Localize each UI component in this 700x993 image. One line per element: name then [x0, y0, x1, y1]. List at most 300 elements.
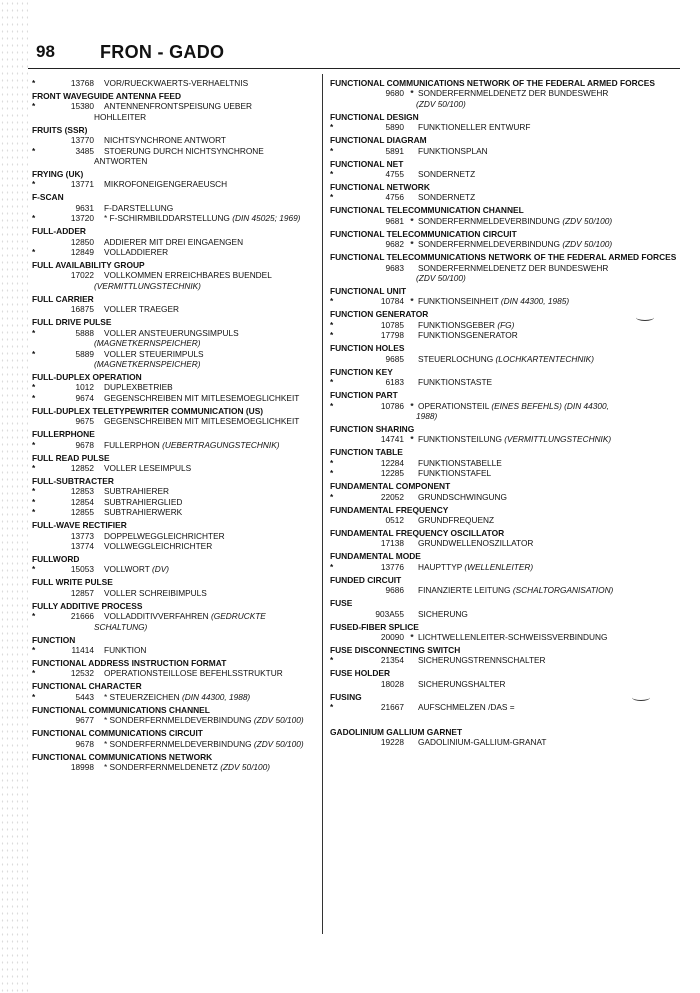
star-marker: * [32, 247, 36, 258]
domain-note: (LOCHKARTENTECHNIK) [495, 353, 594, 364]
dictionary-entry [330, 229, 678, 250]
star-marker: * [330, 377, 334, 388]
translation-row [330, 492, 678, 502]
translation-continuation [330, 273, 678, 283]
entry-number: 21354 [380, 655, 404, 666]
translation-row [330, 679, 678, 689]
star-marker [32, 715, 56, 725]
entry-number: 13776 [380, 561, 404, 572]
translation-row [32, 588, 318, 598]
german-translation [104, 588, 318, 598]
mid-star [406, 146, 418, 156]
domain-note: (DIN 44300, 1985) [500, 296, 570, 307]
german-translation [418, 679, 678, 689]
translation-row [32, 328, 318, 338]
entry-term: FUSED-FIBER SPLICE [330, 621, 419, 632]
mid-star: * [104, 691, 108, 702]
translation-row [32, 668, 318, 678]
star-marker: * [32, 145, 36, 156]
translation-text: STEUERZEICHEN [109, 691, 180, 702]
german-translation [418, 458, 678, 468]
dictionary-entry [32, 169, 318, 190]
entry-number: 16875 [70, 304, 94, 315]
translation-row [330, 88, 678, 98]
dictionary-entry [330, 309, 678, 340]
translation-text: ANTWORTEN [94, 156, 148, 167]
translation-row [330, 585, 678, 595]
mid-star [406, 655, 418, 665]
translation-row [32, 531, 318, 541]
entry-number: 18028 [380, 678, 404, 689]
mid-star [406, 468, 418, 478]
dictionary-entry [330, 505, 678, 526]
translation-text: FUNKTIONSTEILUNG [418, 434, 502, 445]
mid-star [406, 330, 418, 340]
entry-term: FUNCTIONAL COMMUNICATIONS CHANNEL [32, 704, 210, 715]
star-marker: * [32, 645, 36, 655]
star-marker [32, 304, 56, 314]
domain-note: 1988) [416, 410, 438, 421]
dictionary-entry [32, 635, 318, 656]
star-marker [330, 632, 354, 642]
header-rule [28, 68, 680, 69]
star-marker [330, 434, 354, 444]
dictionary-entry [330, 182, 678, 203]
entry-term: FUNCTIONAL ADDRESS INSTRUCTION FORMAT [32, 658, 227, 668]
star-marker [330, 239, 354, 249]
entry-number: 22052 [380, 491, 404, 502]
german-translation [104, 393, 318, 403]
german-translation [418, 320, 678, 330]
translation-text: OPERATIONSTEILLOSE BEFEHLSSTRUKTUR [104, 668, 283, 679]
translation-row [330, 737, 678, 747]
entry-number: 14741 [380, 434, 404, 445]
translation-row [32, 213, 318, 223]
dictionary-entry [32, 429, 318, 450]
translation-text: SONDERFERNMELDENETZ [109, 762, 218, 773]
entry-number: 3485 [75, 145, 94, 156]
entry-number: 1012 [75, 382, 94, 393]
mid-star [406, 492, 418, 502]
domain-note: (ZDV 50/100) [416, 273, 466, 284]
entry-number: 17798 [380, 330, 404, 341]
translation-row [32, 463, 318, 473]
entry-term: FULL-WAVE RECTIFIER [32, 520, 127, 531]
translation-text: FUNKTIONSEINHEIT [418, 296, 499, 307]
translation-text: FULLERPHON [104, 439, 160, 450]
entry-number: 12854 [70, 496, 94, 507]
dictionary-entry [330, 367, 678, 388]
mid-star [406, 122, 418, 132]
german-translation [104, 463, 318, 473]
star-marker [330, 609, 354, 619]
star-marker: * [330, 319, 334, 330]
entry-term: FULL WRITE PULSE [32, 577, 113, 588]
german-translation [104, 328, 318, 338]
translation-row [330, 192, 678, 202]
domain-note: (ZDV 50/100) [253, 738, 304, 749]
translation-continuation [330, 99, 678, 109]
translation-text: DUPLEXBETRIEB [104, 382, 173, 393]
german-translation [418, 401, 678, 411]
dictionary-entry [330, 447, 678, 478]
dictionary-entry [32, 601, 318, 632]
domain-note: (ZDV 50/100) [416, 98, 466, 109]
dictionary-entry [330, 622, 678, 643]
german-translation [104, 440, 318, 450]
mid-star [406, 377, 418, 387]
german-translation [104, 541, 318, 551]
german-translation [104, 382, 318, 392]
translation-text: VOLLER ANSTEUERUNGSIMPULS [104, 327, 239, 338]
star-marker: * [32, 668, 36, 679]
german-translation [418, 263, 678, 273]
dictionary-entry [32, 372, 318, 403]
translation-text: SONDERFERNMELDEVERBINDUNG [109, 715, 252, 726]
domain-note: (SCHALTORGANISATION) [512, 585, 614, 596]
star-marker [32, 270, 56, 280]
translation-text: FUNKTIONSPLAN [418, 145, 488, 156]
entry-number: 5443 [75, 691, 94, 702]
dictionary-entry [330, 286, 678, 307]
translation-text: SUBTRAHIERGLIED [104, 496, 183, 507]
translation-row [32, 146, 318, 156]
domain-note: (EINES BEFEHLS) (DIN 44300, [491, 400, 609, 411]
star-marker: * [330, 491, 334, 502]
translation-row [330, 655, 678, 665]
translation-row [32, 247, 318, 257]
dictionary-entry [32, 752, 318, 773]
domain-note: (DV) [151, 564, 170, 575]
translation-text: VOLLWORT [104, 564, 150, 575]
star-marker: * [32, 691, 36, 702]
entry-number: 15380 [70, 101, 94, 112]
entry-number: 10785 [380, 319, 404, 330]
translation-text: AUFSCHMELZEN /DAS = [418, 702, 515, 713]
entry-term: FULLWORD [32, 553, 80, 564]
translation-continuation [32, 156, 318, 166]
star-marker: * [32, 382, 36, 393]
german-translation [104, 247, 318, 257]
translation-text: STOERUNG DURCH NICHTSYNCHRONE [104, 145, 264, 156]
translation-text: MIKROFONEIGENGERAEUSCH [104, 179, 228, 190]
translation-row [330, 330, 678, 340]
translation-text: OPERATIONSTEIL [418, 400, 489, 411]
dictionary-entry [330, 481, 678, 502]
star-marker [330, 538, 354, 548]
dictionary-entry [32, 453, 318, 474]
german-translation [418, 354, 678, 364]
entry-term: FUNCTION [32, 634, 76, 645]
dictionary-entry [32, 577, 318, 598]
translation-row [32, 692, 318, 702]
mid-star: * [410, 631, 414, 642]
entry-number: 13773 [70, 530, 94, 541]
translation-row [32, 762, 318, 772]
dictionary-entry [330, 135, 678, 156]
star-marker: * [330, 296, 334, 307]
mid-star: * [104, 762, 108, 773]
mid-star [406, 609, 418, 619]
star-marker [32, 203, 56, 213]
star-marker: * [330, 169, 334, 180]
german-translation [104, 611, 318, 621]
star-marker [32, 135, 56, 145]
margin-mark [632, 694, 650, 701]
translation-text: VOLLER STEUERIMPULS [104, 348, 204, 359]
translation-row [330, 468, 678, 478]
dictionary-entry [330, 343, 678, 364]
translation-row [32, 486, 318, 496]
translation-text: VOLLKOMMEN ERREICHBARES BUENDEL [104, 270, 272, 281]
domain-note: (WELLENLEITER) [464, 561, 534, 572]
entry-term: FULL-DUPLEX OPERATION [32, 371, 142, 382]
star-marker: * [32, 101, 36, 112]
mid-star: * [410, 296, 414, 307]
german-translation [104, 349, 318, 359]
german-translation [418, 515, 678, 525]
star-marker [330, 216, 354, 226]
entry-term: FRUITS (SSR) [32, 124, 88, 135]
entry-number: 18998 [70, 762, 94, 773]
mid-star [406, 679, 418, 689]
domain-note: (UEBERTRAGUNGSTECHNIK) [162, 439, 280, 450]
mid-star: * [410, 400, 414, 411]
entry-term: FUNCTIONAL TELECOMMUNICATION CIRCUIT [330, 228, 517, 239]
dictionary-entry [330, 528, 678, 549]
entry-number: 5891 [385, 145, 404, 156]
mid-star [406, 585, 418, 595]
german-translation [104, 486, 318, 496]
translation-row [330, 609, 678, 619]
mid-star: * [104, 738, 108, 749]
translation-row [330, 515, 678, 525]
german-translation [418, 330, 678, 340]
translation-text: FUNKTIONSTAFEL [418, 468, 492, 479]
star-marker: * [330, 702, 334, 713]
german-translation [104, 237, 318, 247]
translation-row [330, 239, 678, 249]
entry-term: FUSING [330, 691, 362, 702]
german-translation [418, 296, 678, 306]
star-marker [330, 263, 354, 273]
entry-term: FUSE [330, 598, 353, 609]
entry-term: FUNCTIONAL UNIT [330, 286, 407, 297]
star-marker: * [32, 564, 36, 575]
entry-number: 9681 [385, 215, 404, 226]
dictionary-entry [32, 406, 318, 427]
mid-star [406, 562, 418, 572]
star-marker: * [330, 457, 334, 468]
translation-row [330, 354, 678, 364]
german-translation [104, 213, 318, 223]
dictionary-entry [330, 252, 678, 283]
translation-text: SUBTRAHIERER [104, 486, 170, 497]
page-number: 98 [36, 42, 55, 61]
mid-star: * [410, 88, 414, 99]
translation-row [330, 632, 678, 642]
german-translation [418, 492, 678, 502]
dictionary-entry [32, 476, 318, 518]
dictionary-entry [32, 78, 318, 88]
entry-number: 10784 [380, 296, 404, 307]
entry-term: FUNCTIONAL NETWORK [330, 182, 430, 193]
german-translation [418, 562, 678, 572]
german-translation [418, 538, 678, 548]
dictionary-entry [330, 645, 678, 666]
german-translation [418, 737, 678, 747]
translation-row [330, 538, 678, 548]
dictionary-entry [330, 692, 678, 713]
entry-term: FUNCTIONAL COMMUNICATIONS CIRCUIT [32, 728, 203, 739]
entry-number: 9631 [75, 202, 94, 213]
translation-row [32, 440, 318, 450]
entry-term: FUNCTIONAL TELECOMMUNICATIONS NETWORK OF THE FEDERAL ARMED FORCES [330, 252, 677, 263]
star-marker [330, 515, 354, 525]
entry-term: FUNCTIONAL NET [330, 158, 404, 169]
translation-text: STEUERLOCHUNG [418, 353, 494, 364]
domain-note: SCHALTUNG) [94, 621, 148, 632]
mid-star [406, 737, 418, 747]
domain-note: (FG) [497, 319, 515, 330]
entry-term: FUNCTIONAL COMMUNICATIONS NETWORK OF THE FEDERAL ARMED FORCES [330, 78, 655, 88]
translation-row [330, 562, 678, 572]
translation-row [32, 507, 318, 517]
domain-note: (MAGNETKERNSPEICHER) [94, 358, 201, 369]
entry-number: 20090 [380, 631, 404, 642]
entry-number: 9682 [385, 239, 404, 250]
translation-row [32, 203, 318, 213]
translation-continuation [32, 281, 318, 291]
translation-row [330, 702, 678, 712]
german-translation [104, 564, 318, 574]
translation-text: FUNKTIONELLER ENTWURF [418, 122, 531, 133]
mid-star [406, 169, 418, 179]
translation-row [330, 146, 678, 156]
translation-row [32, 101, 318, 111]
translation-text: VOLLADDIERER [104, 247, 169, 258]
translation-continuation [330, 411, 678, 421]
translation-row [32, 382, 318, 392]
translation-text: SUBTRAHIERWERK [104, 507, 183, 518]
star-marker: * [32, 213, 36, 224]
german-translation [104, 668, 318, 678]
star-marker: * [32, 496, 36, 507]
translation-row [330, 296, 678, 306]
dictionary-entry [330, 598, 678, 619]
mid-star [406, 320, 418, 330]
translation-text: SONDERFERNMELDENETZ DER BUNDESWEHR [418, 88, 609, 99]
german-translation [104, 507, 318, 517]
entry-term: FUNCTIONAL DESIGN [330, 111, 419, 122]
entry-term: FUNCTIONAL CHARACTER [32, 681, 142, 692]
translation-text: SONDERNETZ [418, 169, 476, 180]
entry-number: 12285 [380, 468, 404, 479]
entry-number: 11414 [71, 645, 94, 655]
entry-term: FUNDAMENTAL COMPONENT [330, 481, 451, 492]
dictionary-entry [32, 125, 318, 167]
translation-row [32, 304, 318, 314]
translation-row [330, 320, 678, 330]
star-marker: * [330, 400, 334, 411]
german-translation [418, 146, 678, 156]
column-divider [322, 74, 323, 934]
mid-star: * [410, 239, 414, 250]
entry-term: F-SCAN [32, 192, 64, 203]
entry-term: FUSE DISCONNECTING SWITCH [330, 644, 461, 655]
german-translation [418, 434, 678, 444]
entry-term: FUNDED CIRCUIT [330, 574, 402, 585]
entry-number: 13768 [70, 78, 94, 88]
domain-note: (ZDV 50/100) [220, 762, 271, 773]
translation-text: SICHERUNG [418, 608, 468, 619]
translation-text: GRUNDSCHWINGUNG [418, 491, 507, 502]
translation-text: ANTENNENFRONTSPEISUNG UEBER [104, 101, 252, 112]
entry-term: FUNCTIONAL COMMUNICATIONS NETWORK [32, 751, 213, 762]
translation-row [32, 349, 318, 359]
dictionary-entry [32, 681, 318, 702]
entry-term: FULLY ADDITIVE PROCESS [32, 600, 143, 611]
translation-continuation [32, 338, 318, 348]
star-marker: * [32, 507, 36, 518]
entry-number: 9683 [385, 262, 404, 273]
german-translation [418, 585, 678, 595]
german-translation [104, 739, 318, 749]
entry-number: 12532 [70, 668, 94, 679]
mid-star: * [410, 215, 414, 226]
mid-star: * [104, 715, 108, 726]
german-translation [104, 146, 318, 156]
translation-continuation [32, 112, 318, 122]
entry-term: FULL CARRIER [32, 293, 94, 304]
german-translation [418, 702, 678, 712]
right-column [330, 78, 678, 750]
translation-text: F-SCHIRMBILDDARSTELLUNG [109, 213, 230, 224]
translation-text: VOLLER SCHREIBIMPULS [104, 587, 207, 598]
entry-number: 4756 [385, 192, 404, 203]
translation-text: VOR/RUECKWAERTS-VERHAELTNIS [104, 78, 249, 88]
entry-number: 10786 [380, 400, 404, 411]
entry-number: 13774 [70, 540, 94, 551]
translation-row [32, 564, 318, 574]
star-marker [330, 737, 354, 747]
translation-text: FUNKTIONSTABELLE [418, 457, 502, 468]
dictionary-entry [32, 226, 318, 257]
dictionary-entry [32, 91, 318, 122]
translation-text: FUNKTIONSGENERATOR [418, 330, 518, 341]
domain-note: (VERMITTLUNGSTECHNIK) [504, 434, 612, 445]
entry-number: 12284 [380, 457, 404, 468]
translation-row [32, 611, 318, 621]
translation-row [32, 179, 318, 189]
translation-row [32, 78, 318, 88]
translation-text: SONDERFERNMELDEVERBINDUNG [109, 738, 252, 749]
star-marker [330, 585, 354, 595]
entry-term: GADOLINIUM GALLIUM GARNET [330, 726, 463, 737]
german-translation [418, 655, 678, 665]
star-marker [32, 588, 56, 598]
star-marker: * [330, 330, 334, 341]
dictionary-entry [32, 294, 318, 315]
translation-text: HOHLLEITER [94, 111, 147, 122]
translation-row [32, 715, 318, 725]
entry-term: FUSE HOLDER [330, 668, 391, 679]
entry-number: 9686 [385, 585, 404, 596]
translation-text: SICHERUNGSHALTER [418, 678, 506, 689]
dictionary-entry [330, 159, 678, 180]
entry-number: 9675 [75, 416, 94, 427]
entry-number: 9677 [75, 715, 94, 726]
